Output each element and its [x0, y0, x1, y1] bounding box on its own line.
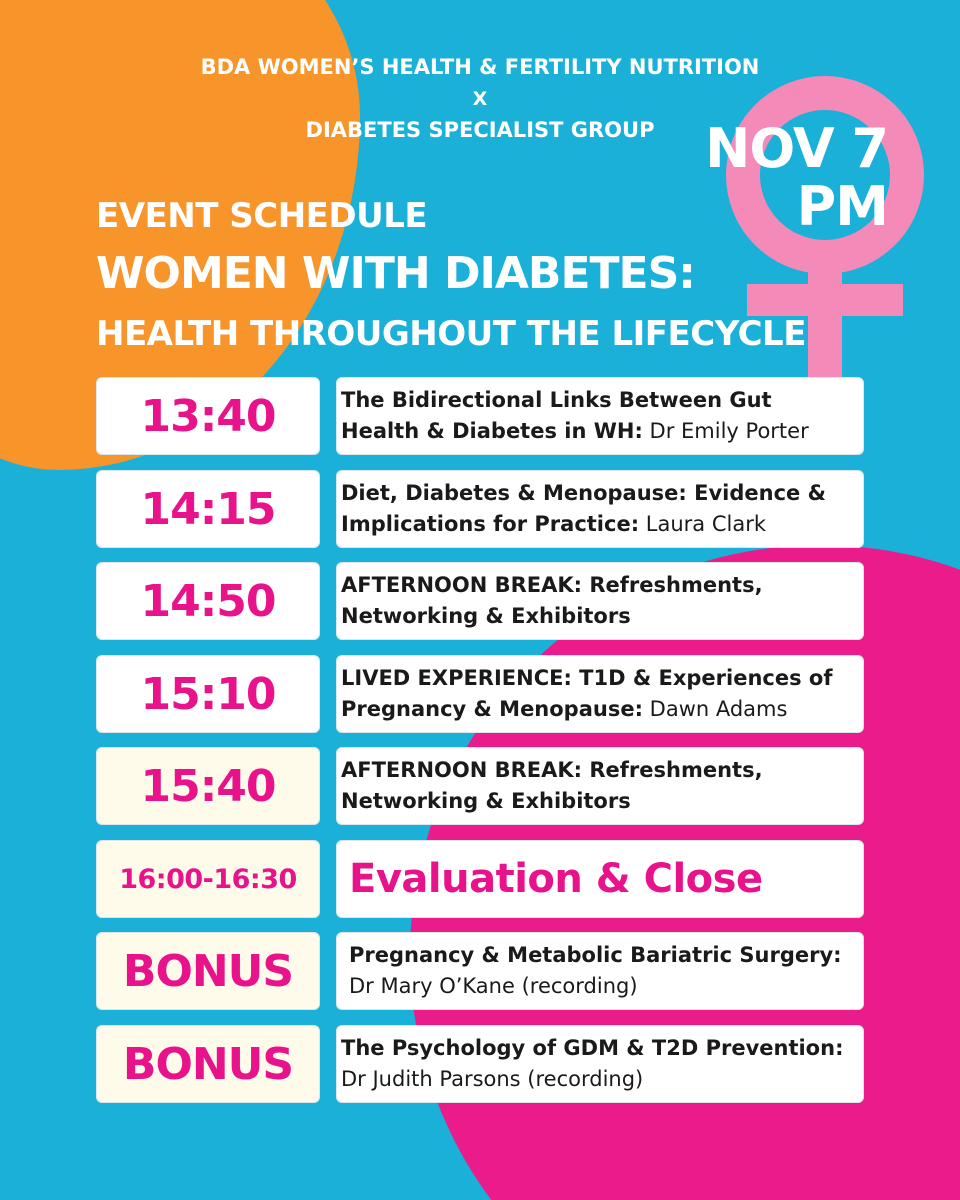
- session-title: Pregnancy & Metabolic Bariatric Surgery:: [349, 943, 842, 967]
- session-description: [336, 1025, 864, 1103]
- session-title: AFTERNOON BREAK: Refreshments, Networking & Exhibitors: [341, 573, 763, 628]
- schedule-row: [96, 747, 864, 825]
- event-date-time: PM: [796, 175, 888, 238]
- session-description: [336, 840, 864, 918]
- organizer-line-2: DIABETES SPECIALIST GROUP: [305, 118, 655, 142]
- schedule-row: [96, 377, 864, 455]
- session-title: Diet, Diabetes & Menopause: Evidence & Implications for Practice:: [341, 481, 826, 536]
- event-date: [705, 117, 888, 238]
- session-speaker: Dr Emily Porter: [642, 419, 809, 443]
- session-description: [336, 932, 864, 1010]
- schedule-row: [96, 932, 864, 1010]
- schedule-row: [96, 470, 864, 548]
- session-description: [336, 655, 864, 733]
- session-title: The Psychology of GDM & T2D Prevention:: [341, 1036, 844, 1060]
- session-time: 13:40: [96, 377, 320, 455]
- schedule-row: [96, 655, 864, 733]
- event-date-day: NOV 7: [705, 117, 888, 180]
- collaboration-x: X: [472, 88, 488, 110]
- session-time: 15:10: [96, 655, 320, 733]
- schedule-row: [96, 840, 864, 918]
- schedule-row: [96, 562, 864, 640]
- session-time: 16:00-16:30: [96, 840, 320, 918]
- session-title: AFTERNOON BREAK: Refreshments, Networking & Exhibitors: [341, 758, 763, 813]
- schedule-label: EVENT SCHEDULE: [96, 196, 428, 236]
- schedule-row: [96, 1025, 864, 1103]
- session-time: 15:40: [96, 747, 320, 825]
- event-title-line-2: HEALTH THROUGHOUT THE LIFECYCLE: [96, 314, 806, 354]
- session-title: LIVED EXPERIENCE: T1D & Experiences of Pregnancy & Menopause:: [341, 666, 833, 721]
- session-speaker: Dr Mary O’Kane (recording): [349, 974, 638, 998]
- session-time: 14:50: [96, 562, 320, 640]
- session-title: The Bidirectional Links Between Gut Health & Diabetes in WH:: [341, 388, 772, 443]
- session-title: Evaluation & Close: [349, 855, 763, 902]
- session-description: [336, 747, 864, 825]
- session-description: [336, 562, 864, 640]
- session-description: [336, 470, 864, 548]
- session-time: BONUS: [96, 1025, 320, 1103]
- session-description: [336, 377, 864, 455]
- session-time: 14:15: [96, 470, 320, 548]
- session-speaker: Laura Clark: [639, 512, 766, 536]
- organizer-line-1: BDA WOMEN’S HEALTH & FERTILITY NUTRITION: [200, 55, 760, 79]
- session-speaker: Dawn Adams: [642, 697, 788, 721]
- event-title-line-1: WOMEN WITH DIABETES:: [96, 248, 695, 299]
- session-time: BONUS: [96, 932, 320, 1010]
- session-speaker: Dr Judith Parsons (recording): [341, 1067, 644, 1091]
